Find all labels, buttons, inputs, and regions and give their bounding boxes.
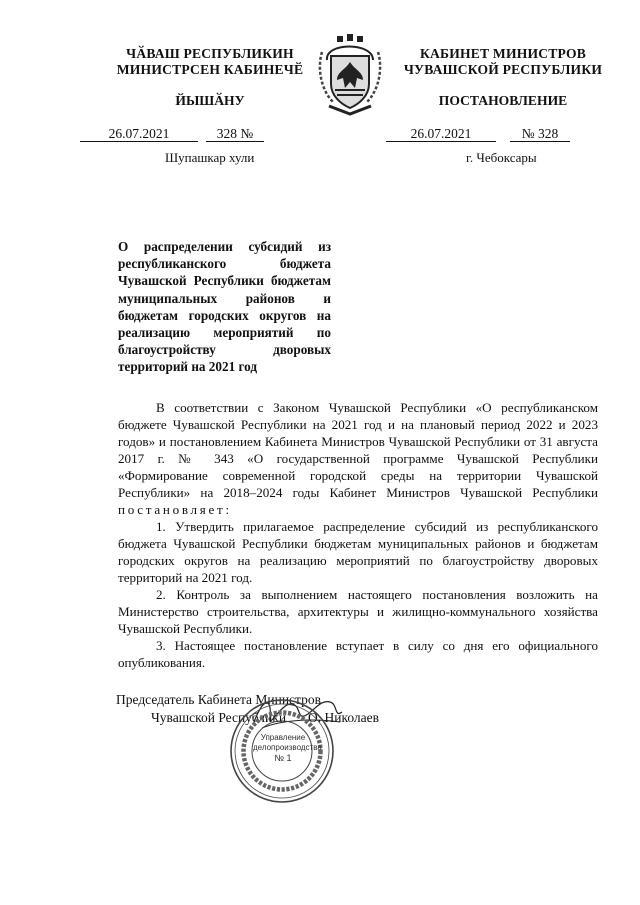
header-right-line1: КАБИНЕТ МИНИСТРОВ bbox=[419, 46, 587, 61]
signature-name: О. Николаев bbox=[308, 710, 380, 725]
header-left-line1: ЧӐВАШ РЕСПУБЛИКИН bbox=[126, 46, 294, 61]
intro-paragraph bbox=[118, 399, 598, 518]
stamp-text bbox=[253, 733, 322, 763]
header-left-line2: МИНИСТРСЕН КАБИНЕЧӖ bbox=[116, 62, 304, 77]
header-right bbox=[392, 46, 614, 78]
decree-word: постановляет: bbox=[118, 502, 232, 517]
signature-position-line2: Чувашской Республики bbox=[151, 710, 287, 725]
header-right-line2: ЧУВАШСКОЙ РЕСПУБЛИКИ bbox=[403, 62, 603, 77]
number-right: № 328 bbox=[510, 126, 570, 142]
document-body bbox=[118, 399, 598, 671]
date-right: 26.07.2021 bbox=[386, 126, 496, 142]
stamp-line3: № 1 bbox=[274, 753, 292, 763]
signature-position-line1: Председатель Кабинета Министров bbox=[116, 692, 321, 707]
city-left: Шупашкар хули bbox=[165, 150, 255, 165]
doc-type-right: ПОСТАНОВЛЕНИЕ bbox=[438, 93, 568, 108]
emblem-icon bbox=[315, 34, 385, 120]
item-3: 3. Настоящее постановление вступает в силу со дня его официального опубликования. bbox=[118, 638, 598, 670]
city-right: г. Чебоксары bbox=[466, 150, 537, 165]
doc-type-left: ЙЫШӐНУ bbox=[175, 93, 245, 108]
stamp-line2: делопроизводства bbox=[253, 743, 322, 752]
item-2: 2. Контроль за выполнением настоящего постановления возложить на Министерство строительства, архитектуры и жилищно-коммунального хозяйства Чувашской Республики. bbox=[118, 587, 598, 636]
stamp-line1: Управление bbox=[260, 733, 306, 742]
item-1: 1. Утвердить прилагаемое распределение субсидий из республиканского бюджета Чувашской Республики бюджетам муниципальных районов и бюджетам городских округов на реализацию мероприятий по благоустройству дворовых территорий на 2021 год. bbox=[118, 519, 598, 585]
document-title: О распределении субсидий из республиканского бюджета Чувашской Республики бюджетам муниципальных районов и бюджетам городских округов на реализацию мероприятий по благоустройству дворовых территорий на 2021 год bbox=[118, 239, 331, 375]
header-left bbox=[100, 46, 320, 78]
intro-text: В соответствии с Законом Чувашской Республики «О республиканском бюджете Чувашской Республики на 2021 год и на плановый период 2022 и 2023 годов» и постановлением Кабинета Министров Чувашской Республики от 31 августа 2017 г. № 343 «О государственной программе Чувашской Республики «Формирование современной городской среды на территории Чувашской Республики» на 2018–2024 годы Кабинет Министров Чувашской Республики bbox=[118, 400, 598, 500]
number-left: 328 № bbox=[206, 126, 264, 142]
date-left: 26.07.2021 bbox=[80, 126, 198, 142]
